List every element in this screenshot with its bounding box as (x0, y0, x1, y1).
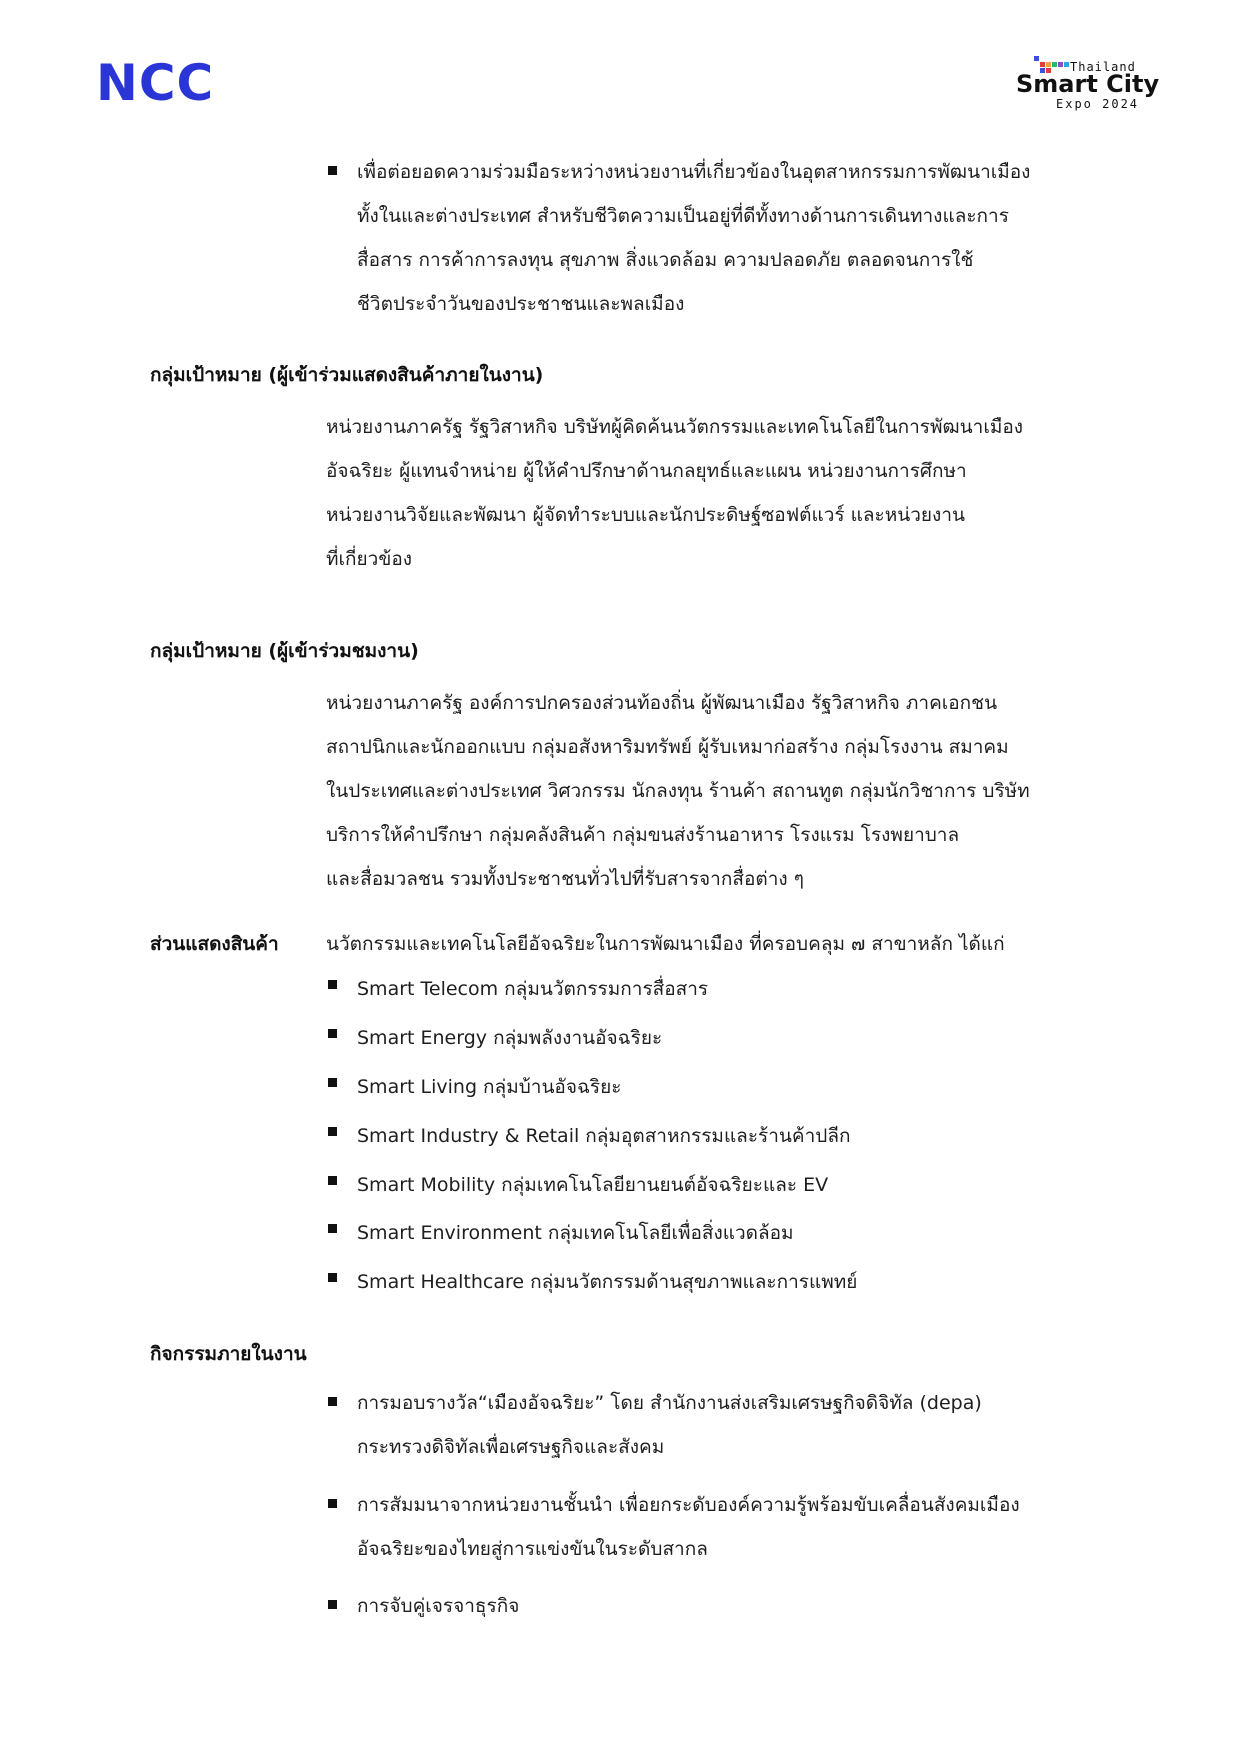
activity-item (357, 1584, 1087, 1628)
exhibition-zone-intro: นวัตกรรมและเทคโนโลยีอัจฉริยะในการพัฒนาเมือง ที่ครอบคลุม ๗ สาขาหลัก ได้แก่ (326, 933, 1005, 955)
exhibition-item: Smart Telecom กลุ่มนวัตกรรมการสื่อสาร (357, 978, 709, 1000)
paragraph-line: การจับคู่เจรจาธุรกิจ (357, 1595, 520, 1617)
bullet-icon (328, 1600, 337, 1609)
paragraph-line: ชีวิตประจำวันของประชาชนและพลเมือง (357, 293, 685, 315)
objective-paragraph (357, 150, 1087, 326)
paragraph-line: และสื่อมวลชน รวมทั้งประชาชนทั่วไปที่รับสารจากสื่อต่าง ๆ (326, 868, 804, 890)
exhibition-zone-heading: ส่วนแสดงสินค้า (150, 933, 279, 955)
paragraph-line: หน่วยงานภาครัฐ รัฐวิสาหกิจ บริษัทผู้คิดค้นนวัตกรรมและเทคโนโลยีในการพัฒนาเมือง (326, 416, 1024, 438)
paragraph-line: บริการให้คำปรึกษา กลุ่มคลังสินค้า กลุ่มขนส่งร้านอาหาร โรงแรม โรงพยาบาล (326, 824, 960, 846)
exhibition-item: Smart Mobility กลุ่มเทคโนโลยียานยนต์อัจฉริยะและ EV (357, 1174, 829, 1196)
exhibition-item: Smart Energy กลุ่มพลังงานอัจฉริยะ (357, 1027, 663, 1049)
paragraph-line: หน่วยงานวิจัยและพัฒนา ผู้จัดทำระบบและนักประดิษฐ์ซอฟต์แวร์ และหน่วยงาน (326, 504, 965, 526)
paragraph-line: หน่วยงานภาครัฐ องค์การปกครองส่วนท้องถิ่น ผู้พัฒนาเมือง รัฐวิสาหกิจ ภาคเอกชน (326, 692, 998, 714)
bullet-icon (328, 1499, 337, 1508)
logo-expo-year-text: Expo 2024 (1056, 97, 1140, 111)
paragraph-line: อัจฉริยะ ผู้แทนจำหน่าย ผู้ให้คำปรึกษาด้านกลยุทธ์และแผน หน่วยงานการศึกษา (326, 460, 967, 482)
exhibition-item: Smart Industry & Retail กลุ่มอุตสาหกรรมและร้านค้าปลีก (357, 1125, 851, 1147)
exhibition-item: Smart Living กลุ่มบ้านอัจฉริยะ (357, 1076, 622, 1098)
ncc-logo: NCC (96, 54, 215, 112)
paragraph-line: เพื่อต่อยอดความร่วมมือระหว่างหน่วยงานที่เกี่ยวข้องในอุตสาหกรรมการพัฒนาเมือง (357, 161, 1031, 183)
paragraph-line: ที่เกี่ยวข้อง (326, 548, 413, 570)
visitor-target-heading: กลุ่มเป้าหมาย (ผู้เข้าร่วมชมงาน) (150, 640, 419, 662)
visitor-target-paragraph (326, 681, 1086, 901)
paragraph-line: ทั้งในและต่างประเทศ สำหรับชีวิตความเป็นอยู่ที่ดีทั้งทางด้านการเดินทางและการ (357, 205, 1009, 227)
bullet-icon (328, 1127, 337, 1136)
bullet-icon (328, 980, 337, 989)
paragraph-line: การสัมมนาจากหน่วยงานชั้นนำ เพื่อยกระดับองค์ความรู้พร้อมขับเคลื่อนสังคมเมือง (357, 1494, 1020, 1516)
bullet-icon (328, 1176, 337, 1185)
bullet-icon (328, 1273, 337, 1282)
paragraph-line: ในประเทศและต่างประเทศ วิศวกรรม นักลงทุน ร้านค้า สถานทูต กลุ่มนักวิชาการ บริษัท (326, 780, 1030, 802)
logo-smart-city-text: Smart City (1016, 70, 1160, 98)
bullet-icon (328, 1224, 337, 1233)
bullet-icon (328, 166, 337, 175)
exhibition-item: Smart Environment กลุ่มเทคโนโลยีเพื่อสิ่งแวดล้อม (357, 1222, 794, 1244)
bullet-icon (328, 1078, 337, 1087)
paragraph-line: กระทรวงดิจิทัลเพื่อเศรษฐกิจและสังคม (357, 1436, 665, 1458)
bullet-icon (328, 1397, 337, 1406)
logo-color-squares-icon (1034, 56, 1074, 70)
activity-item (357, 1483, 1087, 1571)
paragraph-line: สถาปนิกและนักออกแบบ กลุ่มอสังหาริมทรัพย์ ผู้รับเหมาก่อสร้าง กลุ่มโรงงาน สมาคม (326, 736, 1009, 758)
paragraph-line: อัจฉริยะของไทยสู่การแข่งขันในระดับสากล (357, 1538, 708, 1560)
logo-thailand-text: Thailand (1070, 60, 1136, 74)
thailand-smart-city-expo-logo (1016, 52, 1176, 112)
exhibition-item: Smart Healthcare กลุ่มนวัตกรรมด้านสุขภาพและการแพทย์ (357, 1271, 858, 1293)
bullet-icon (328, 1029, 337, 1038)
activity-item (357, 1381, 1087, 1469)
exhibitor-target-heading: กลุ่มเป้าหมาย (ผู้เข้าร่วมแสดงสินค้าภายในงาน) (150, 364, 544, 386)
paragraph-line: การมอบรางวัล“เมืองอัจฉริยะ” โดย สำนักงานส่งเสริมเศรษฐกิจดิจิทัล (depa) (357, 1392, 982, 1414)
paragraph-line: สื่อสาร การค้าการลงทุน สุขภาพ สิ่งแวดล้อม ความปลอดภัย ตลอดจนการใช้ (357, 249, 974, 271)
activities-heading: กิจกรรมภายในงาน (150, 1343, 307, 1365)
exhibitor-target-paragraph (326, 405, 1086, 581)
